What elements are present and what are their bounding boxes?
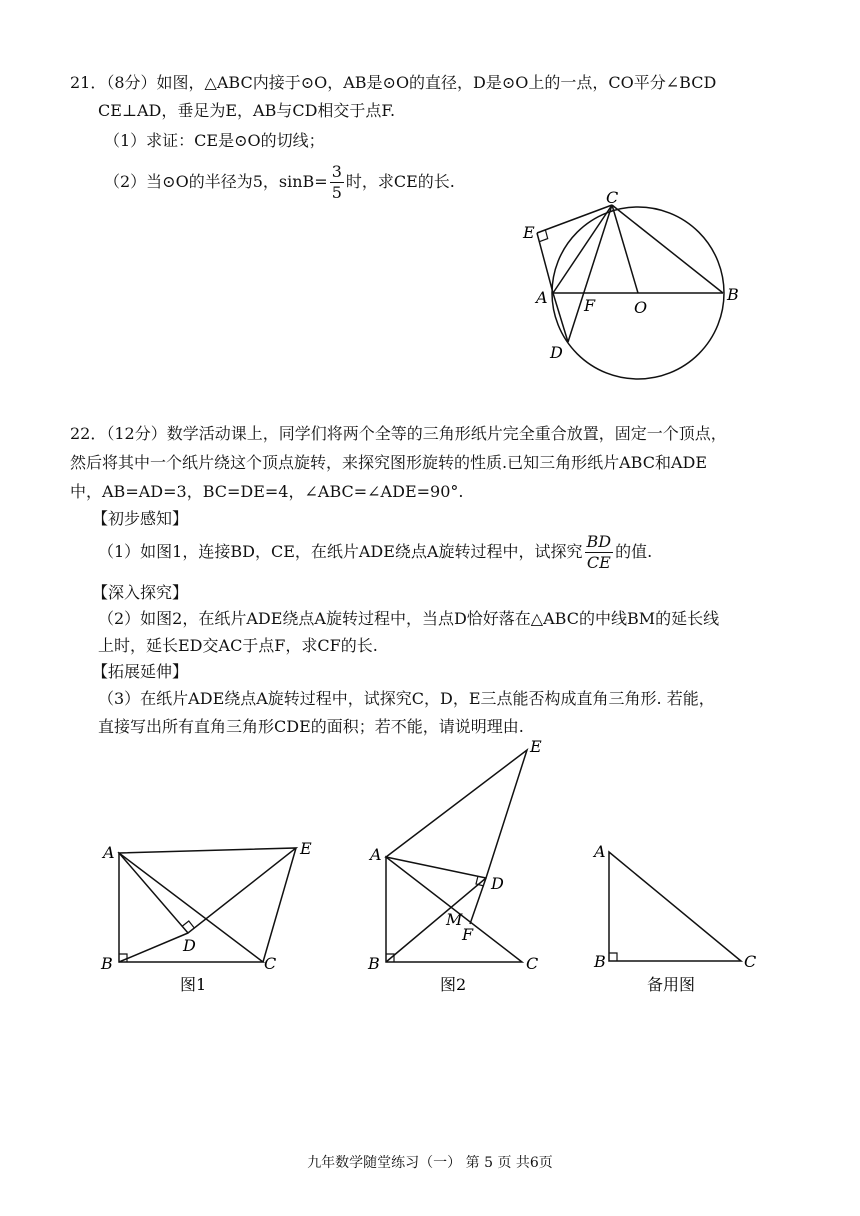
label-a: A [536,288,548,307]
fig1-label-e: E [300,839,312,858]
fig3-label-b: B [594,952,606,971]
label-f: F [584,296,596,315]
fig2-caption: 图2 [440,975,467,994]
q22-part1 [98,530,652,574]
segment-co [612,205,638,293]
fig1-label-d: D [183,936,196,955]
q22-stem-line2: 然后将其中一个纸片绕这个顶点旋转，来探究图形旋转的性质.已知三角形纸片ABC和ADE [70,453,708,472]
triangle-ade [386,750,527,878]
fig1-label-c: C [264,954,277,973]
fig3-caption: 备用图 [647,975,696,994]
q22-spare-figure [585,835,765,1000]
fig3-label-a: A [594,842,606,861]
segment-ce [537,205,612,233]
fig2-label-c: C [526,954,539,973]
q22-section-initial: 【初步感知】 [92,509,189,528]
fig2-label-e: E [530,737,542,756]
segment-cd [568,205,612,342]
label-b: B [727,285,739,304]
segment-ea [537,233,553,293]
q21-sin-fraction [330,162,344,203]
label-e: E [523,223,535,242]
right-angle-mark-d [183,921,195,928]
q21-fraction-denominator: 5 [331,183,342,202]
q22-fraction-numerator: BD [586,532,612,551]
q22-figure-1 [90,830,330,1000]
q21-circle-figure [500,180,760,400]
q21-part2 [104,160,455,204]
label-d: D [550,343,563,362]
segment-cb [612,205,723,293]
q22-figure-2 [360,735,560,1000]
fig2-label-b: B [368,954,380,973]
q21-stem-line2: CE⊥AD，垂足为E，AB与CD相交于点F. [98,101,396,120]
right-angle-mark-b [609,953,617,961]
fig2-label-a: A [370,845,382,864]
q21-fraction-numerator: 3 [331,162,342,181]
q21-part2-suffix: 时，求CE的长. [345,172,455,191]
label-o: O [634,298,648,317]
q22-part1-prefix: （1）如图1，连接BD，CE，在纸片ADE绕点A旋转过程中，试探究 [98,542,583,561]
fig2-label-f: F [462,925,474,944]
label-c: C [606,188,619,207]
q22-part3-line1: （3）在纸片ADE绕点A旋转过程中，试探究C，D，E三点能否构成直角三角形. 若能， [98,689,715,708]
page-footer: 九年数学随堂练习（一） 第 5 页 共6页 [307,1155,553,1171]
fig1-label-b: B [101,954,113,973]
q22-ratio-fraction [585,532,614,573]
q21-part1: （1）求证：CE是⊙O的切线； [104,131,325,150]
q22-section-extend: 【拓展延伸】 [92,662,189,681]
q22-part1-suffix: 的值. [615,542,653,561]
q22-fraction-denominator: CE [586,553,611,572]
q21-part2-prefix: （2）当⊙O的半径为5，sinB= [104,172,328,191]
q22-part3-line2: 直接写出所有直角三角形CDE的面积；若不能，请说明理由. [98,717,524,736]
fig2-label-d: D [491,874,504,893]
triangle-abc [609,852,741,961]
fig3-label-c: C [744,952,757,971]
q22-part2-line1: （2）如图2，在纸片ADE绕点A旋转过程中，当点D恰好落在△ABC的中线BM的延长线 [98,609,720,628]
segment-ca [553,205,612,293]
q22-stem-line1: 22．（12分）数学活动课上，同学们将两个全等的三角形纸片完全重合放置，固定一个顶点， [70,424,727,443]
q22-part2-line2: 上时，延长ED交AC于点F，求CF的长. [98,636,378,655]
fig1-caption: 图1 [180,975,207,994]
q22-stem-line3: 中，AB=AD=3，BC=DE=4，∠ABC=∠ADE=90°. [70,482,464,501]
fig1-label-a: A [103,843,115,862]
segment-bd [119,933,188,962]
q21-stem-line1: 21．（8分）如图，△ABC内接于⊙O，AB是⊙O的直径，D是⊙O上的一点，CO平分∠BCD [70,73,717,92]
segment-ec [263,848,296,962]
fig2-label-m: M [446,910,463,929]
q22-section-deep: 【深入探究】 [92,583,189,602]
